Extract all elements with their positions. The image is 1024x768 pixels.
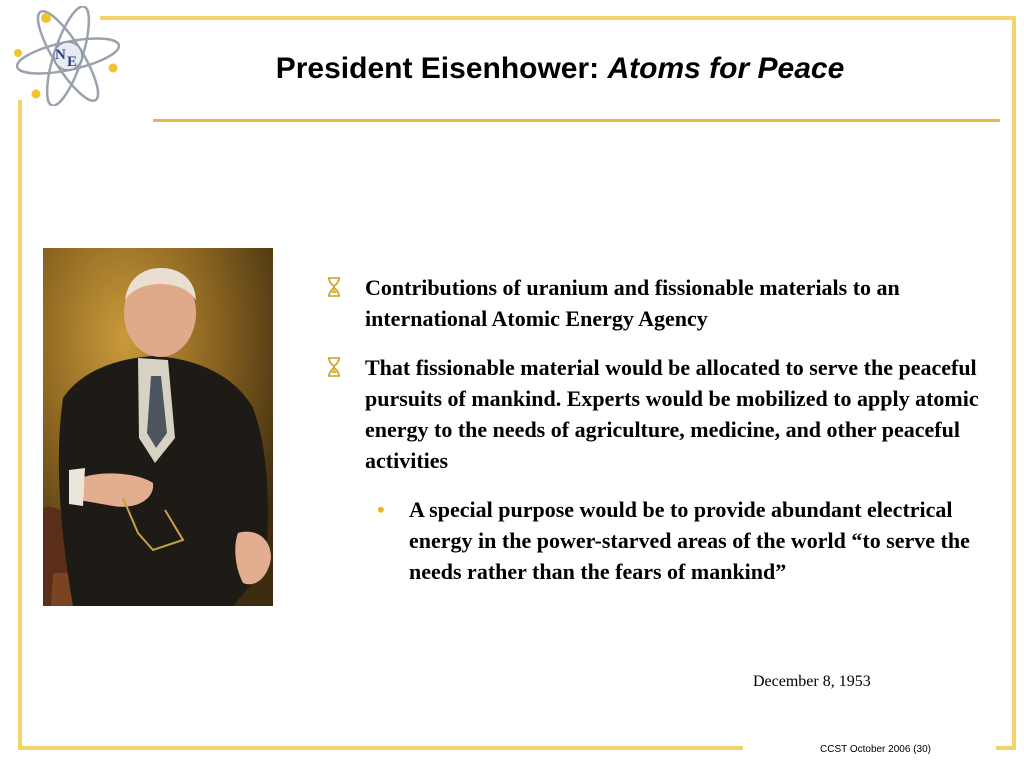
logo-letter-e: E — [67, 54, 78, 70]
sub-bullet-item — [369, 494, 995, 587]
hourglass-icon — [325, 356, 343, 378]
slide-footer: CCST October 2006 (30) — [820, 744, 931, 755]
bullet-text: Contributions of uranium and fissionable materials to an international Atomic Energy Agency — [365, 275, 900, 331]
title-italic: Atoms for Peace — [607, 52, 845, 85]
slide-title — [150, 52, 970, 86]
title-main: President Eisenhower: — [275, 52, 608, 85]
eisenhower-portrait — [43, 248, 273, 606]
hourglass-icon — [325, 276, 343, 298]
bullet-list — [325, 272, 995, 587]
frame-left-border — [18, 100, 22, 750]
atom-logo — [8, 6, 128, 106]
frame-top-border — [100, 16, 1016, 20]
logo-letter-n: N — [55, 47, 66, 63]
frame-right-border — [1012, 16, 1016, 750]
title-underline — [153, 119, 1000, 122]
sub-bullet-text: A special purpose would be to provide abundant electrical energy in the power-starved areas of the world “to serve the needs rather than the fears of mankind” — [409, 497, 970, 584]
bullet-text: That fissionable material would be allocated to serve the peaceful pursuits of mankind. Experts would be mobilized to apply atomic energy to the needs of agriculture, medicine, and other peaceful activities — [365, 355, 979, 473]
bullet-item — [325, 272, 995, 334]
frame-bottom-corner — [996, 746, 1016, 750]
frame-bottom-border — [18, 746, 743, 750]
bullet-item — [325, 352, 995, 476]
bullet-dot: • — [377, 497, 385, 522]
speech-date: December 8, 1953 — [753, 673, 871, 690]
